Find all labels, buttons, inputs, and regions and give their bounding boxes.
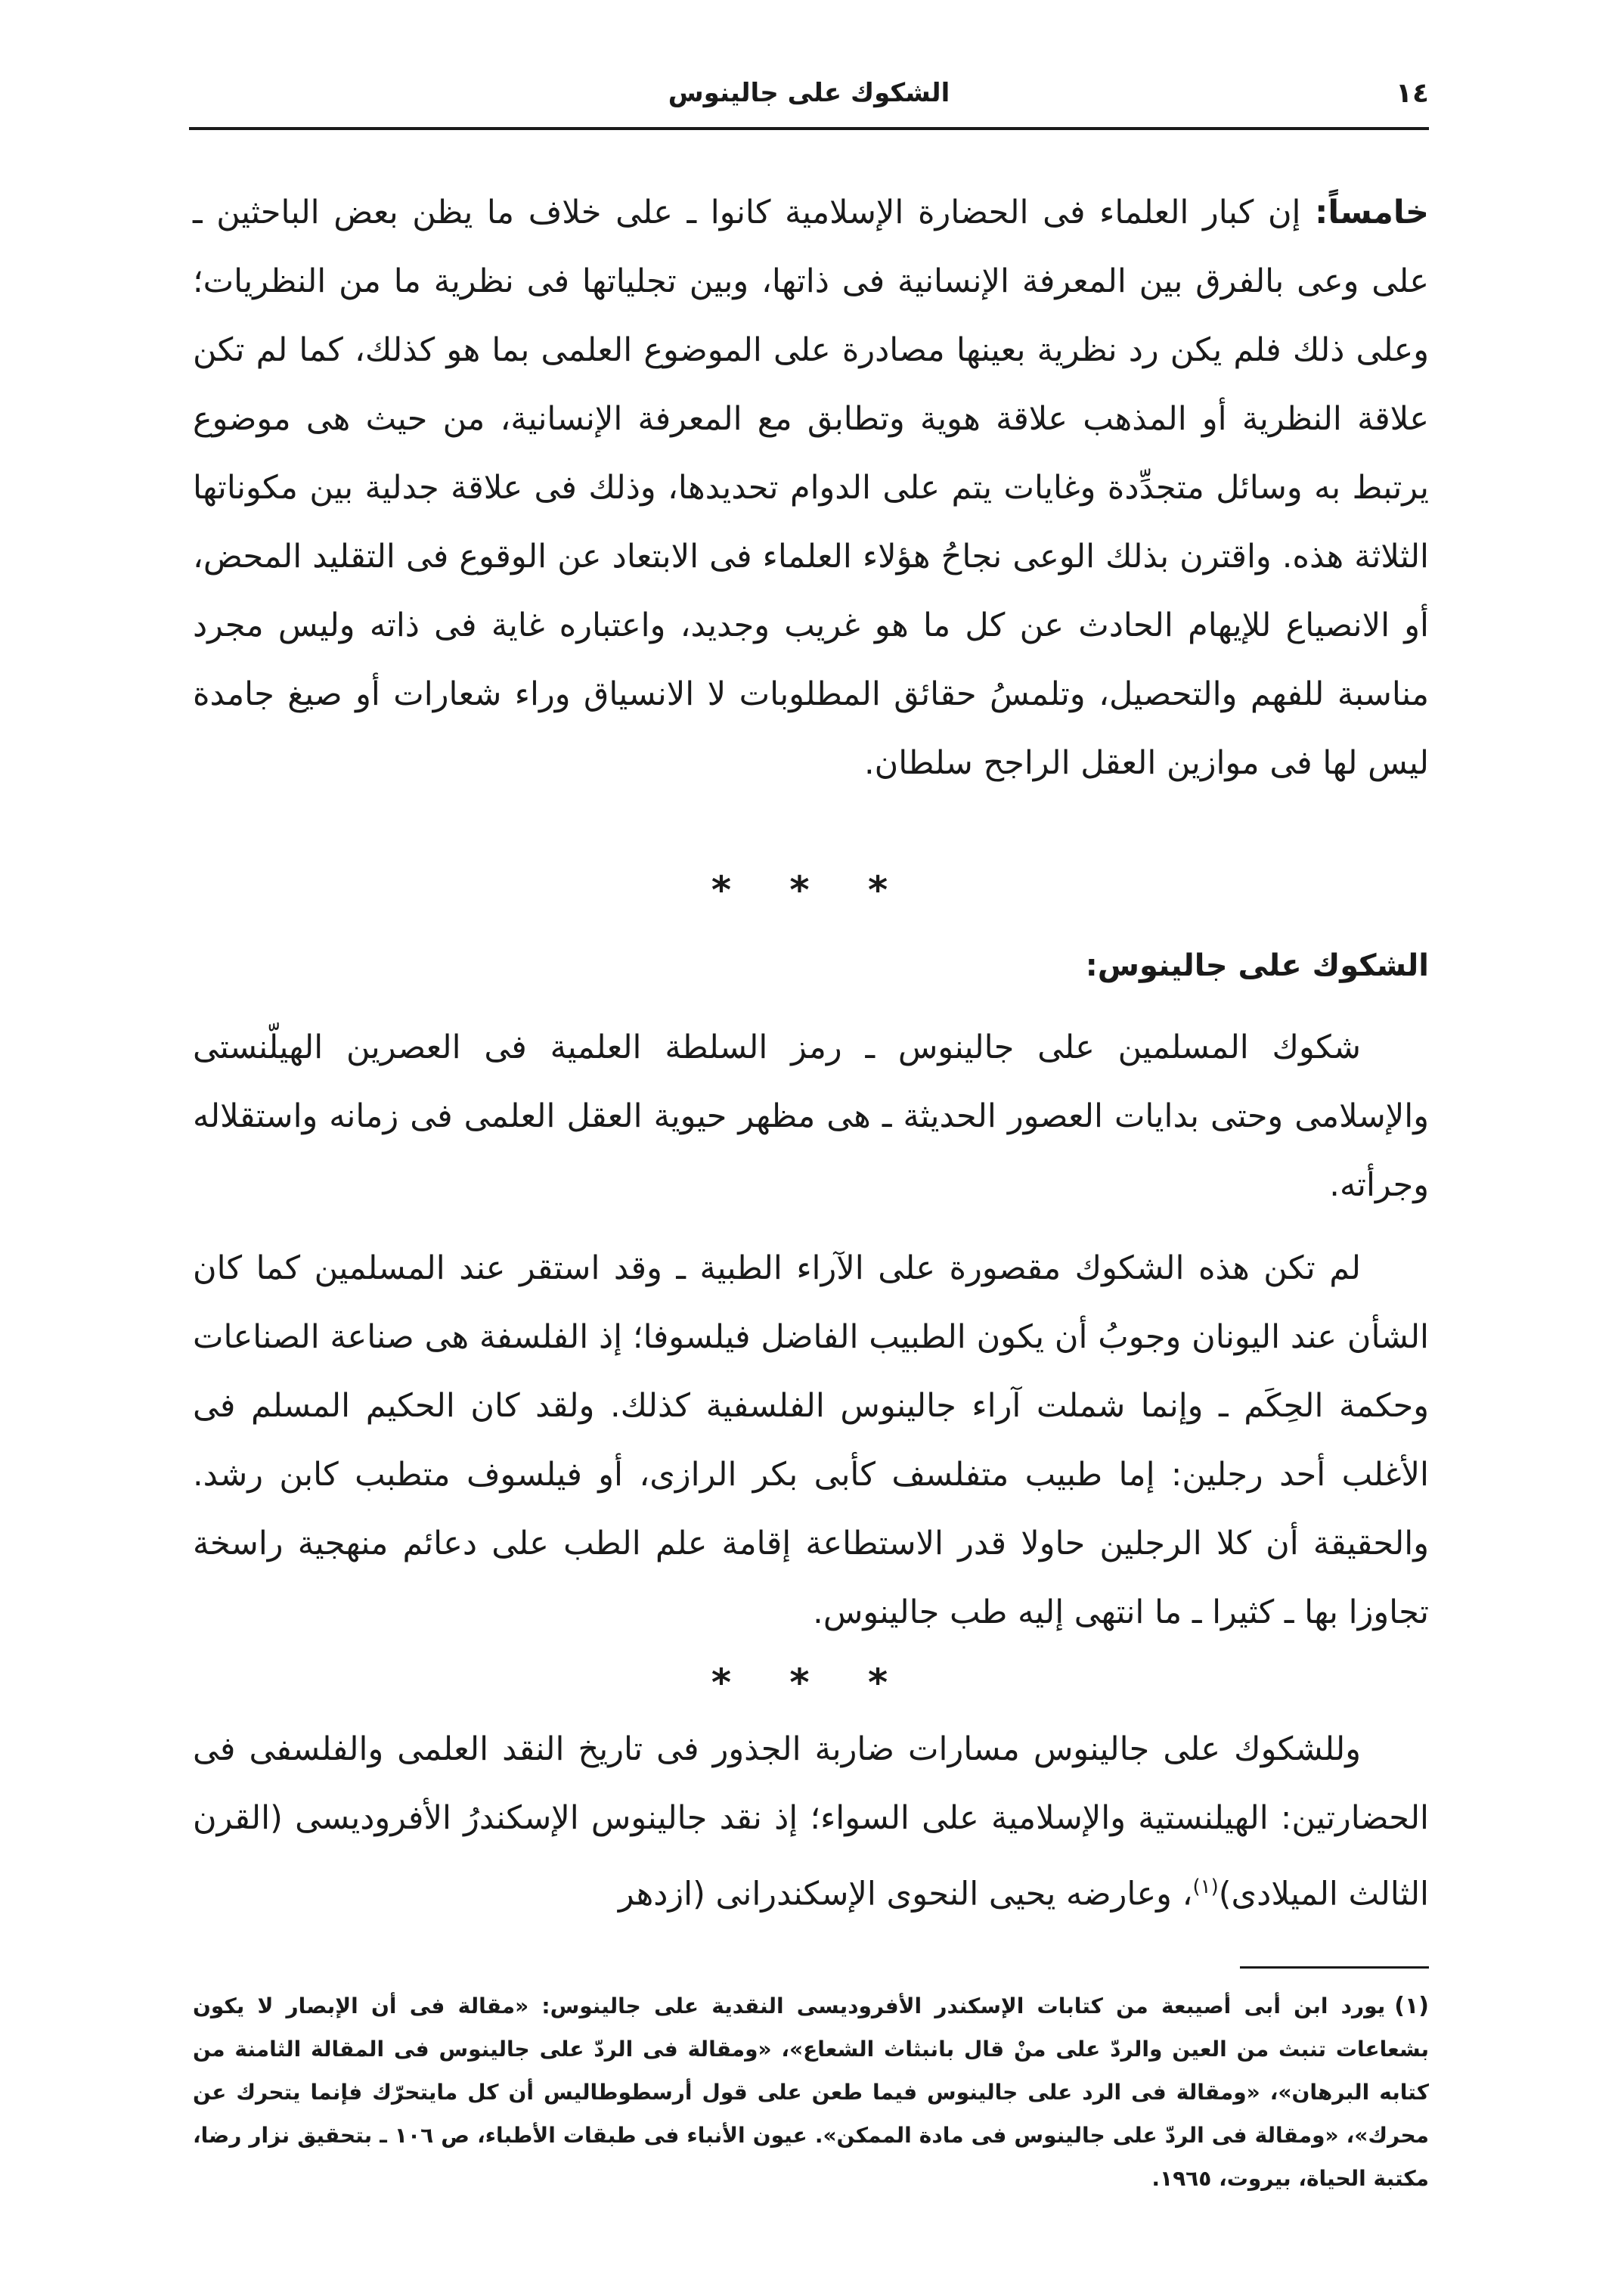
paragraph-doubts-intro: شكوك المسلمين على جالينوس ـ رمز السلطة العلمية فى العصرين الهيلّنستى والإسلامى وحتى بدايات العصور الحديثة ـ هى مظهر حيوية العقل العلمى فى زمانه واستقلاله وجرأته. bbox=[193, 1029, 1429, 1204]
paragraph-body: إن كبار العلماء فى الحضارة الإسلامية كانوا ـ على خلاف ما يظن بعض الباحثين ـ على وعى بالفرق بين المعرفة الإنسانية فى ذاتها، وبين تجلياتها فى نظرية ما من النظريات؛ وعلى ذلك فلم يكن رد نظرية بعينها مصادرة على الموضوع العلمى بما هو كذلك، كما لم تكن علاقة النظرية أو المذهب علاقة هوية وتطابق مع المعرفة الإنسانية، من حيث هى موضوع يرتبط به وسائل متجدِّدة وغايات يتم على الدوام تحديدها، وذلك فى علاقة جدلية بين مكوناتها الثلاثة هذه. واقترن بذلك الوعى نجاحُ هؤلاء العلماء فى الابتعاد عن الوقوع فى التقليد المحض، أو الانصياع للإيهام الحادث عن كل ما هو غريب وجديد، واعتباره غاية فى ذاته وليس مجرد مناسبة للفهم والتحصيل، وتلمسُ حقائق المطلوبات لا الانسياق وراء شعارات أو صيغ جامدة ليس لها فى موازين العقل الراجح سلطان. bbox=[193, 194, 1429, 782]
header-rule bbox=[189, 127, 1429, 130]
running-head bbox=[189, 72, 1429, 117]
footnote bbox=[193, 1984, 1429, 2200]
section-separator: * * * bbox=[711, 1661, 911, 1705]
footnote-rule bbox=[1240, 1966, 1429, 1969]
footnote-reference[interactable]: (١) bbox=[1192, 1876, 1219, 1898]
running-title: الشكوك على جالينوس bbox=[668, 78, 950, 108]
paragraph-text: وللشكوك على جالينوس مسارات ضاربة الجذور فى تاريخ النقد العلمى والفلسفى فى الحضارتين: الهيلنستية والإسلامية على السواء؛ إذ نقد جالينوس الإسكندرُ الأفروديسى (القرن الثالث الميلادى) bbox=[193, 1730, 1429, 1913]
footnote-text: يورد ابن أبى أصيبعة من كتابات الإسكندر الأفروديسى النقدية على جالينوس: «مقالة فى أن الإبصار لا يكون بشعاعات تنبث من العين والردّ على منْ قال بانبثاث الشعاع»، «ومقالة فى الردّ على جالينوس فى المقالة الثامنة من كتابه البرهان»، «ومقالة فى الرد على جالينوس فيما طعن على قول أرسطوطاليس أن كل مايتحرّك فإنما يتحرك عن محرك»، «ومقالة فى الردّ على جالينوس فى مادة الممكن». عيون الأنباء فى طبقات الأطباء، ص ١٠٦ ـ بتحقيق نزار رضا، مكتبة الحياة، بيروت، ١٩٦٥. bbox=[193, 1994, 1429, 2191]
footnote-marker: (١) bbox=[1394, 1993, 1429, 2019]
paragraph-critique-paths bbox=[193, 1715, 1429, 1928]
paragraph-text-continued: ، وعارضه يحيى النحوى الإسكندرانى (ازدهر bbox=[618, 1875, 1193, 1913]
paragraph-fifth-point bbox=[193, 178, 1429, 798]
page-number: ١٤ bbox=[1396, 78, 1429, 109]
paragraph-lead: خامساً: bbox=[1315, 194, 1429, 231]
paragraph-doubts-scope: لم تكن هذه الشكوك مقصورة على الآراء الطبية ـ وقد استقر عند المسلمين كما كان الشأن عند اليونان وجوبُ أن يكون الطبيب الفاضل فيلسوفا؛ إذ الفلسفة هى صناعة الصناعات وحكمة الحِكَم ـ وإنما شملت آراء جالينوس الفلسفية كذلك. ولقد كان الحكيم المسلم فى الأغلب أحد رجلين: إما طبيب متفلسف كأبى بكر الرازى، أو فيلسوف متطبب كابن رشد. والحقيقة أن كلا الرجلين حاولا قدر الاستطاعة إقامة علم الطب على دعائم منهجية راسخة تجاوزا بها ـ كثيرا ـ ما انتهى إليه طب جالينوس. bbox=[193, 1249, 1429, 1631]
section-separator: * * * bbox=[711, 868, 911, 912]
section-heading: الشكوك على جالينوس: bbox=[1085, 948, 1429, 983]
